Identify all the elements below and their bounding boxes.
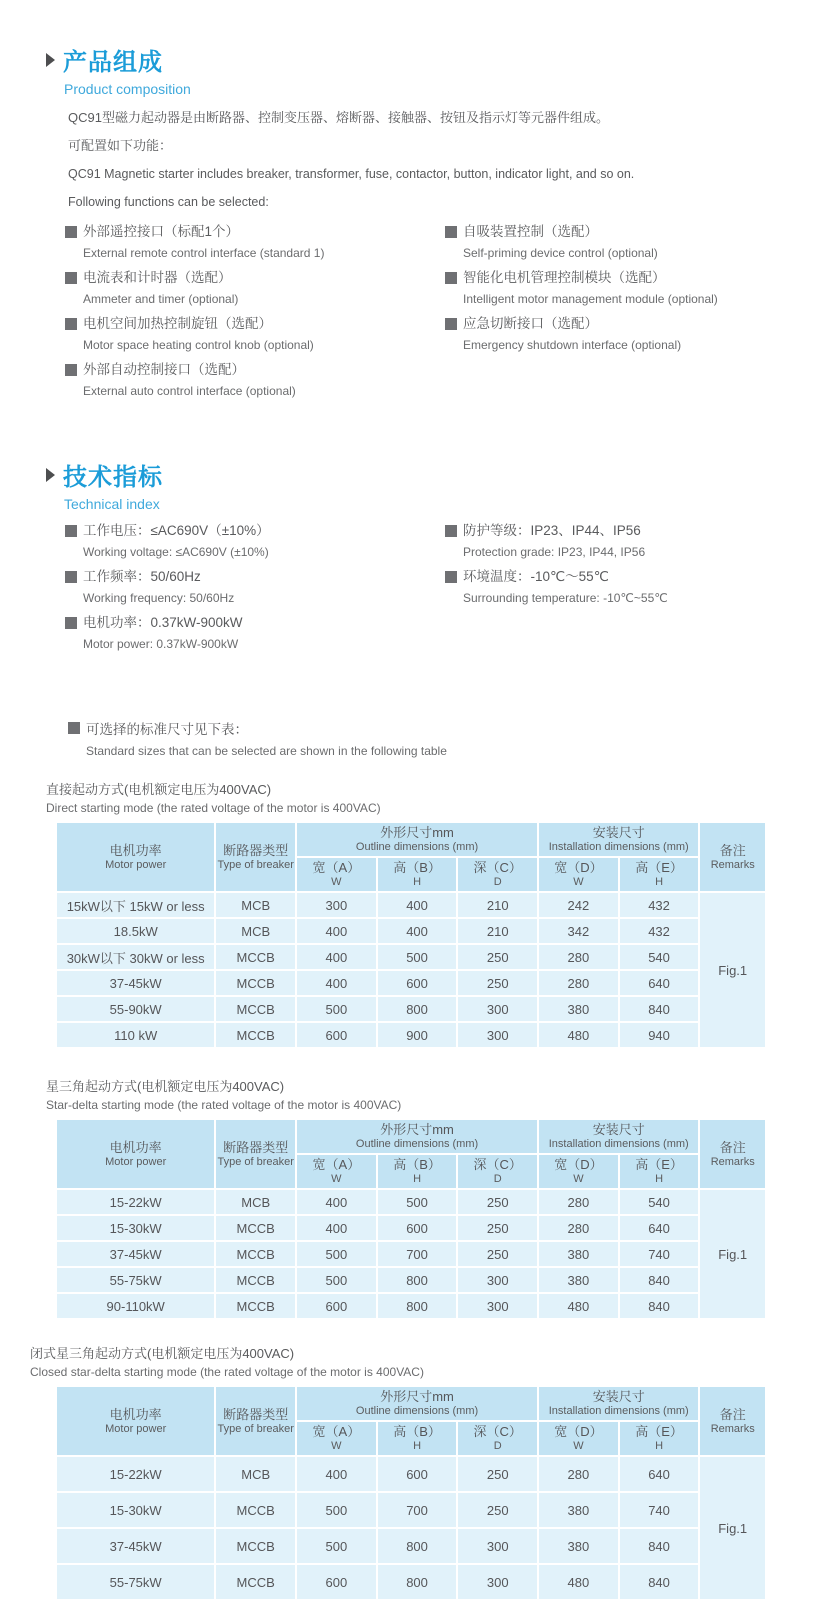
intro-zh-2: 可配置如下功能： <box>68 138 173 153</box>
table-cell: 600 <box>378 971 457 995</box>
col-header-motor-power: 电机功率 Motor power <box>57 1120 214 1188</box>
feature-label-zh: 外部遥控接口（标配1个） <box>83 224 240 239</box>
spec-label-zh: 防护等级：IP23、IP44、IP56 <box>463 523 641 538</box>
table-cell: 280 <box>539 945 618 969</box>
table-cell: 280 <box>539 971 618 995</box>
table-cell: 900 <box>378 1023 457 1047</box>
table-cell: 15-30kW <box>57 1216 214 1240</box>
spec-label-en: Working frequency: 50/60Hz <box>83 591 235 605</box>
table-cell: 400 <box>297 1457 376 1491</box>
table-cell: 540 <box>620 1190 699 1214</box>
table-cell: 500 <box>378 945 457 969</box>
note-zh: 可选择的标准尺寸见下表： <box>86 722 248 737</box>
bullet-square-icon <box>65 364 77 376</box>
spec-label-en: Motor power: 0.37kW-900kW <box>83 637 239 651</box>
table-cell: 30kW以下 30kW or less <box>57 945 214 969</box>
col-header-height-e: 高（E） H <box>620 858 699 891</box>
table-cell: 300 <box>458 1294 537 1318</box>
table-cell: 480 <box>539 1023 618 1047</box>
col-header-width-d: 宽（D） W <box>539 1155 618 1188</box>
table-cell: 380 <box>539 1268 618 1292</box>
table-body <box>57 1190 765 1318</box>
col-header-remarks: 备注 Remarks <box>700 823 765 891</box>
table-head <box>57 1120 765 1188</box>
feature-column-left <box>65 223 445 407</box>
table-body <box>57 893 765 1047</box>
note-en: Standard sizes that can be selected are shown in the following table <box>86 744 447 758</box>
table-cell: 18.5kW <box>57 919 214 943</box>
col-header-remarks: 备注 Remarks <box>700 1387 765 1455</box>
table-caption-zh: 直接起动方式(电机额定电压为400VAC) <box>46 782 272 797</box>
intro-en-2: Following functions can be selected: <box>68 195 269 209</box>
col-header-breaker-type: 断路器类型 Type of breaker <box>216 1387 295 1455</box>
feature-label-en: External remote control interface (standard 1) <box>83 246 325 260</box>
table-cell: 640 <box>620 1457 699 1491</box>
col-header-motor-power: 电机功率 Motor power <box>57 823 214 891</box>
table-body <box>57 1457 765 1599</box>
feature-list <box>65 223 830 407</box>
feature-label-en: Ammeter and timer (optional) <box>83 292 239 306</box>
table-cell: 840 <box>620 1529 699 1563</box>
section-title-en: Technical index <box>64 496 160 512</box>
feature-column-right <box>445 223 785 407</box>
table-cell: 400 <box>297 1190 376 1214</box>
table-row <box>57 1242 765 1266</box>
table-cell: 740 <box>620 1493 699 1527</box>
table-cell: 15kW以下 15kW or less <box>57 893 214 917</box>
feature-label-en: External auto control interface (optional) <box>83 384 296 398</box>
feature-item <box>65 315 445 352</box>
bullet-square-icon <box>445 571 457 583</box>
table-cell: 250 <box>458 1190 537 1214</box>
table-cell: 840 <box>620 1565 699 1599</box>
spec-label-zh: 工作频率：50/60Hz <box>83 569 201 584</box>
bullet-square-icon <box>65 525 77 537</box>
feature-item <box>65 223 445 260</box>
intro-zh-1: QC91型磁力起动器是由断路器、控制变压器、熔断器、接触器、按钮及指示灯等元器件组成。 <box>68 110 609 125</box>
table-caption-en: Direct starting mode (the rated voltage of the motor is 400VAC) <box>46 801 381 815</box>
table-cell: 250 <box>458 971 537 995</box>
feature-label-en: Self-priming device control (optional) <box>463 246 658 260</box>
table-cell: MCB <box>216 1190 295 1214</box>
table-cell: 800 <box>378 1268 457 1292</box>
col-group-installation-dimensions: 安装尺寸 Installation dimensions (mm) <box>539 1387 698 1420</box>
triangle-marker-icon <box>46 53 55 67</box>
table-cell: MCCB <box>216 1242 295 1266</box>
spec-label-zh: 环境温度：-10℃～55℃ <box>463 569 609 584</box>
triangle-marker-icon <box>46 468 55 482</box>
table-caption-zh: 闭式星三角起动方式(电机额定电压为400VAC) <box>30 1346 295 1361</box>
feature-label-zh: 外部自动控制接口（选配） <box>83 362 245 377</box>
table-caption-en: Closed star-delta starting mode (the rated voltage of the motor is 400VAC) <box>30 1365 424 1379</box>
table-cell: 800 <box>378 997 457 1021</box>
standard-sizes-note <box>68 718 830 758</box>
feature-item <box>445 269 785 306</box>
table-cell: 380 <box>539 1242 618 1266</box>
table-cell: 400 <box>378 919 457 943</box>
table-cell: 37-45kW <box>57 971 214 995</box>
feature-label-zh: 自吸装置控制（选配） <box>463 224 598 239</box>
bullet-square-icon <box>445 318 457 330</box>
col-header-width-d: 宽（D） W <box>539 1422 618 1455</box>
table-cell: 800 <box>378 1565 457 1599</box>
table-cell: 640 <box>620 1216 699 1240</box>
table-cell: 500 <box>378 1190 457 1214</box>
table-row <box>57 1457 765 1491</box>
spec-label-zh: 电机功率：0.37kW-900kW <box>83 615 243 630</box>
bullet-square-icon <box>68 722 80 734</box>
table-cell: 342 <box>539 919 618 943</box>
table-cell: 250 <box>458 1457 537 1491</box>
table-cell: 300 <box>458 1529 537 1563</box>
spec-label-en: Protection grade: IP23, IP44, IP56 <box>463 545 646 559</box>
table-cell: 300 <box>458 1268 537 1292</box>
feature-label-en: Motor space heating control knob (optional) <box>83 338 314 352</box>
table-cell: MCCB <box>216 1493 295 1527</box>
bullet-square-icon <box>445 226 457 238</box>
spec-list <box>65 522 830 660</box>
table-cell: MCCB <box>216 1216 295 1240</box>
table-cell: 242 <box>539 893 618 917</box>
table-row <box>57 1565 765 1599</box>
spec-column-right <box>445 522 785 660</box>
col-header-width-d: 宽（D） W <box>539 858 618 891</box>
table-cell: 15-22kW <box>57 1190 214 1214</box>
intro-paragraphs <box>68 111 830 209</box>
spec-label-en: Working voltage: ≤AC690V (±10%) <box>83 545 269 559</box>
table-cell: 500 <box>297 1493 376 1527</box>
col-header-width-a: 宽（A） W <box>297 1422 376 1455</box>
spec-item <box>445 568 785 605</box>
col-header-remarks: 备注 Remarks <box>700 1120 765 1188</box>
table-cell: 400 <box>297 919 376 943</box>
table-row <box>57 1216 765 1240</box>
table2-caption <box>46 1079 830 1113</box>
bullet-square-icon <box>65 571 77 583</box>
table-cell: 250 <box>458 1493 537 1527</box>
closed-star-delta-table <box>55 1385 767 1601</box>
table-cell: 280 <box>539 1457 618 1491</box>
table-cell: 55-75kW <box>57 1268 214 1292</box>
section-title-zh: 产品组成 <box>63 49 163 76</box>
table-cell: 432 <box>620 893 699 917</box>
col-header-depth-c: 深（C） D <box>458 1155 537 1188</box>
table-cell: 300 <box>458 1023 537 1047</box>
table-cell: 380 <box>539 997 618 1021</box>
section-title-zh: 技术指标 <box>63 464 163 491</box>
table-cell: 940 <box>620 1023 699 1047</box>
table-cell: 300 <box>297 893 376 917</box>
table-cell: 110 kW <box>57 1023 214 1047</box>
table-cell: 600 <box>378 1216 457 1240</box>
spec-item <box>445 522 785 559</box>
table-cell: 90-110kW <box>57 1294 214 1318</box>
table-cell: 250 <box>458 1242 537 1266</box>
table-cell: MCCB <box>216 971 295 995</box>
col-group-installation-dimensions: 安装尺寸 Installation dimensions (mm) <box>539 1120 698 1153</box>
col-header-breaker-type: 断路器类型 Type of breaker <box>216 823 295 891</box>
table-cell: 480 <box>539 1565 618 1599</box>
table-caption-en: Star-delta starting mode (the rated voltage of the motor is 400VAC) <box>46 1098 402 1112</box>
table-cell: 432 <box>620 919 699 943</box>
table-cell: MCCB <box>216 1294 295 1318</box>
col-header-width-a: 宽（A） W <box>297 1155 376 1188</box>
table-cell: 55-90kW <box>57 997 214 1021</box>
spec-label-zh: 工作电压：≤AC690V（±10%） <box>83 523 270 538</box>
table1-caption <box>46 782 830 816</box>
table-cell: 300 <box>458 997 537 1021</box>
table-row <box>57 1268 765 1292</box>
intro-en-1: QC91 Magnetic starter includes breaker, transformer, fuse, contactor, button, indicator light, and so on. <box>68 167 635 181</box>
col-header-height-b: 高（B） H <box>378 858 457 891</box>
feature-item <box>445 223 785 260</box>
feature-label-zh: 智能化电机管理控制模块（选配） <box>463 270 666 285</box>
col-group-outline-dimensions: 外形尺寸mm Outline dimensions (mm) <box>297 823 537 856</box>
table-cell: 37-45kW <box>57 1242 214 1266</box>
table-row <box>57 997 765 1021</box>
bullet-square-icon <box>65 226 77 238</box>
table-cell: MCCB <box>216 997 295 1021</box>
table-cell: 840 <box>620 997 699 1021</box>
spec-item <box>65 522 445 559</box>
table-cell: 280 <box>539 1190 618 1214</box>
table-cell: MCB <box>216 893 295 917</box>
table-cell: 800 <box>378 1294 457 1318</box>
table-cell: 840 <box>620 1294 699 1318</box>
remarks-cell: Fig.1 <box>700 1457 765 1599</box>
table-cell: MCCB <box>216 1529 295 1563</box>
table-cell: 55-75kW <box>57 1565 214 1599</box>
col-group-outline-dimensions: 外形尺寸mm Outline dimensions (mm) <box>297 1120 537 1153</box>
table-cell: 210 <box>458 893 537 917</box>
bullet-square-icon <box>445 272 457 284</box>
table-cell: 500 <box>297 1242 376 1266</box>
table-cell: 500 <box>297 1529 376 1563</box>
feature-label-en: Intelligent motor management module (optional) <box>463 292 718 306</box>
col-group-installation-dimensions: 安装尺寸 Installation dimensions (mm) <box>539 823 698 856</box>
table-cell: 540 <box>620 945 699 969</box>
col-header-depth-c: 深（C） D <box>458 858 537 891</box>
section-title-en: Product composition <box>64 81 191 97</box>
remarks-cell: Fig.1 <box>700 1190 765 1318</box>
spec-item <box>65 568 445 605</box>
table-cell: 210 <box>458 919 537 943</box>
bullet-square-icon <box>65 617 77 629</box>
section-technical-index-header <box>46 457 830 512</box>
table-cell: 250 <box>458 945 537 969</box>
table-cell: 15-22kW <box>57 1457 214 1491</box>
remarks-cell: Fig.1 <box>700 893 765 1047</box>
table-head <box>57 823 765 891</box>
table-row <box>57 1190 765 1214</box>
table-cell: MCCB <box>216 1268 295 1292</box>
col-header-height-b: 高（B） H <box>378 1155 457 1188</box>
table-cell: 37-45kW <box>57 1529 214 1563</box>
table-row <box>57 1023 765 1047</box>
table-cell: 740 <box>620 1242 699 1266</box>
table-cell: 400 <box>297 1216 376 1240</box>
table-row <box>57 945 765 969</box>
table-cell: MCCB <box>216 1023 295 1047</box>
table-cell: MCCB <box>216 1565 295 1599</box>
col-header-width-a: 宽（A） W <box>297 858 376 891</box>
table-cell: MCCB <box>216 945 295 969</box>
feature-item <box>445 315 785 352</box>
table-caption-zh: 星三角起动方式(电机额定电压为400VAC) <box>46 1079 285 1094</box>
table-cell: MCB <box>216 1457 295 1491</box>
direct-starting-table <box>55 821 767 1049</box>
table-row <box>57 971 765 995</box>
table-cell: 400 <box>378 893 457 917</box>
bullet-square-icon <box>65 318 77 330</box>
spec-label-en: Surrounding temperature: -10℃~55℃ <box>463 591 668 605</box>
col-header-height-b: 高（B） H <box>378 1422 457 1455</box>
spec-column-left <box>65 522 445 660</box>
table-cell: 15-30kW <box>57 1493 214 1527</box>
feature-label-zh: 应急切断接口（选配） <box>463 316 598 331</box>
table-cell: 280 <box>539 1216 618 1240</box>
table-cell: 640 <box>620 971 699 995</box>
col-header-height-e: 高（E） H <box>620 1422 699 1455</box>
bullet-square-icon <box>445 525 457 537</box>
table3-caption <box>30 1346 830 1380</box>
spec-item <box>65 614 445 651</box>
feature-item <box>65 361 445 398</box>
col-group-outline-dimensions: 外形尺寸mm Outline dimensions (mm) <box>297 1387 537 1420</box>
table-row <box>57 893 765 917</box>
section-product-composition-header <box>46 0 830 97</box>
table-cell: 600 <box>297 1294 376 1318</box>
table-cell: 700 <box>378 1242 457 1266</box>
table-cell: 480 <box>539 1294 618 1318</box>
star-delta-table <box>55 1118 767 1320</box>
table-cell: 400 <box>297 945 376 969</box>
table-cell: 300 <box>458 1565 537 1599</box>
col-header-breaker-type: 断路器类型 Type of breaker <box>216 1120 295 1188</box>
table-cell: 500 <box>297 997 376 1021</box>
bullet-square-icon <box>65 272 77 284</box>
feature-label-zh: 电流表和计时器（选配） <box>83 270 232 285</box>
table-cell: 500 <box>297 1268 376 1292</box>
table-cell: 600 <box>378 1457 457 1491</box>
feature-item <box>65 269 445 306</box>
table-cell: 380 <box>539 1493 618 1527</box>
table-row <box>57 1529 765 1563</box>
table-cell: 700 <box>378 1493 457 1527</box>
table-cell: MCB <box>216 919 295 943</box>
table-row <box>57 919 765 943</box>
table-row <box>57 1294 765 1318</box>
table-cell: 380 <box>539 1529 618 1563</box>
table-cell: 250 <box>458 1216 537 1240</box>
table-cell: 840 <box>620 1268 699 1292</box>
table-cell: 800 <box>378 1529 457 1563</box>
col-header-height-e: 高（E） H <box>620 1155 699 1188</box>
feature-label-zh: 电机空间加热控制旋钮（选配） <box>83 316 272 331</box>
table-row <box>57 1493 765 1527</box>
feature-label-en: Emergency shutdown interface (optional) <box>463 338 682 352</box>
table-cell: 400 <box>297 971 376 995</box>
table-head <box>57 1387 765 1455</box>
table-cell: 600 <box>297 1565 376 1599</box>
col-header-depth-c: 深（C） D <box>458 1422 537 1455</box>
table-cell: 600 <box>297 1023 376 1047</box>
col-header-motor-power: 电机功率 Motor power <box>57 1387 214 1455</box>
